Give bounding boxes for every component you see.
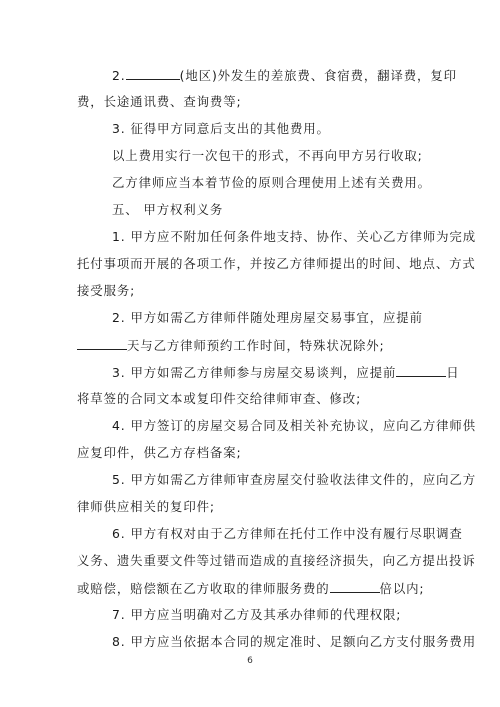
paragraph-line: 应复印件，供乙方存档备案;: [77, 445, 242, 460]
paragraph-line: 7. 甲方应当明确对乙方及其承办律师的代理权限;: [112, 607, 402, 622]
paragraph-line: 4. 甲方签订的房屋交易合同及相关补充协议，应向乙方律师供: [112, 418, 477, 433]
paragraph-line: 6. 甲方有权对由于乙方律师在托付工作中没有履行尽职调查: [112, 526, 463, 541]
fill-in-blank: [396, 363, 446, 377]
fill-in-blank: [330, 579, 380, 593]
paragraph-line: 2. 甲方如需乙方律师伴随处理房屋交易事宜，应提前: [112, 310, 423, 325]
paragraph-line: 3. 征得甲方同意后支出的其他费用。: [112, 121, 330, 136]
fill-in-blank: [77, 336, 127, 350]
section-heading: 五、 甲方权利义务: [112, 202, 224, 217]
paragraph-line: 5. 甲方如需乙方律师审查房屋交付验收法律文件的，应向乙方: [112, 472, 477, 487]
fill-in-blank: [126, 66, 180, 80]
paragraph-line: 乙方律师应当本着节俭的原则合理使用上述有关费用。: [112, 175, 431, 190]
paragraph-line: 或赔偿，赔偿额在乙方收取的律师服务费的 倍以内;: [77, 581, 425, 596]
paragraph-line: 接受服务;: [77, 283, 136, 298]
paragraph-line: 1. 甲方应不附加任何条件地支持、协作、关心乙方律师为完成: [112, 229, 477, 244]
paragraph-line: 托付事项而开展的各项工作，并按乙方律师提出的时间、地点、方式: [77, 256, 476, 271]
page-number: 6: [247, 656, 253, 666]
paragraph-line: 8. 甲方应当依据本合同的规定准时、足额向乙方支付服务费用: [112, 634, 477, 649]
paragraph-line: 2. (地区)外发生的差旅费、食宿费，翻译费，复印: [112, 68, 457, 83]
paragraph-line: 3. 甲方如需乙方律师参与房屋交易谈判，应提前 日: [112, 365, 460, 380]
paragraph-line: 天与乙方律师预约工作时间，特殊状况除外;: [0, 336, 500, 355]
paragraph-line: 将草签的合同文本或复印件交给律师审查、修改;: [77, 391, 362, 406]
paragraph-line: 费，长途通讯费、查询费等;: [77, 94, 242, 109]
paragraph-line: 以上费用实行一次包干的形式，不再向甲方另行收取;: [112, 148, 423, 163]
paragraph-line: 律师供应相关的复印件;: [77, 499, 215, 514]
paragraph-line: 义务、遗失重要文件等过错而造成的直接经济损失，向乙方提出投诉: [77, 553, 476, 568]
